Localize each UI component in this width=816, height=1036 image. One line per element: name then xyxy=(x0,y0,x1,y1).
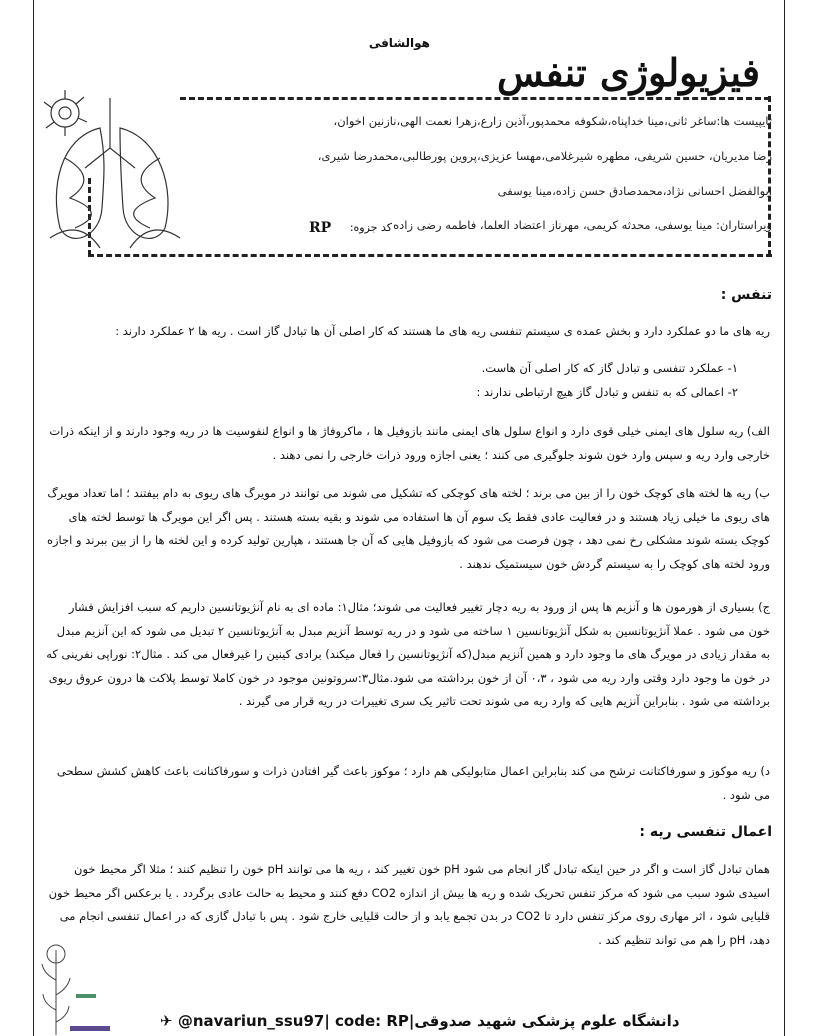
list-item-2: ۲- اعمالی که به تنفس و تبادل گاز هیچ ارتباطی ندارند : xyxy=(476,385,738,399)
paragraph-lung-functions: همان تبادل گاز است و اگر در حین اینکه تبادل گاز انجام می شود pH خون تغییر کند ، ریه ها می توانند pH خون را تنظیم کنند ؛ مثلا اگر محیط خون اسیدی شود سبب می شود که مرکز تنفس تحریک شده و ریه ها بیش از اندازه CO2 دفع کنند و محیط به حالت عادی برگردد . یا برعکس اگر محیط خون قلیایی شود ، اثر مهاری روی مرکز تنفس دارد تا CO2 در بدن تجمع یابد و از حالت قلیایی خارج شود . پس با تبادل گازی که در اعمال تنفسی انجام می دهد، pH را هم می تواند تنظیم کند . xyxy=(48,862,770,947)
footer xyxy=(160,1012,680,1030)
typists-line-1: تایپیست ها:ساغر ثانی،مینا خداپناه،شکوفه محمدپور،آذین زارع،زهرا نعمت الهی،نازنین اخوان، xyxy=(333,114,772,128)
paragraph-dal: د) ریه موکوز و سورفاکتانت ترشح می کند بنابراین اعمال متابولیکی هم دارد ؛ موکوز باعث گیر افتادن ذرات و سورفاکتانت باعث کاهش کشش سطحی می شود . xyxy=(56,764,770,802)
accent-bar-green xyxy=(76,994,96,998)
paragraph-jim: ج) بسیاری از هورمون ها و آنزیم ها پس از ورود به ریه دچار تغییر فعالیت می شوند؛ مثال۱: ماده ای به نام آنژیوتانسین داریم که سبب افزایش فشار خون می شود . عملا آنژیوتانسین به شکل آنژیوتانسین ۱ ساخته می شود و در ریه توسط آنزیم مبدل به آنژیوتانسین ۲ تبدیل می شود که این آنزیم مبدل به مقدار زیادی در مویرگ های ما وجود دارد و همین آنزیم مبدل(که آنژیوتانسین را فعال میکند) برادی کینین را غیرفعال می کند . مثال۲: نوراپی نفرینی که در خون ما وجود دارد وقتی وارد ریه می شود ، ۰،۳ آن از خون برداشته می شود.مثال۳:سروتونین موجود در خون کاملا توسط پلاکت ها درون عروق ریوی برداشته می شود . بنابراین آنزیم هایی که وارد ریه می شوند تحت تاثیر یک سری تغییرات در ریه قرار می گیرند . xyxy=(46,600,770,708)
header-subtitle: هوالشافی xyxy=(368,36,430,50)
flower-decoration xyxy=(38,940,74,1035)
footer-text: @navariun_ssu97| code: RP|دانشگاه علوم پزشکی شهید صدوقی xyxy=(177,1012,680,1030)
list-item-1: ۱- عملکرد تنفسی و تبادل گاز که کار اصلی آن هاست. xyxy=(481,361,738,375)
section-heading-respiration: تنفس : xyxy=(720,287,772,303)
document-title: فیزیولوژی تنفس xyxy=(496,50,760,95)
accent-bar-purple xyxy=(70,1026,110,1031)
typists-line-2: رضا مدیریان، حسین شریفی، مطهره شیرغلامی،مهسا عزیزی،پروین پورطالبی،محمدرضا شیری، xyxy=(317,149,772,163)
editors-line: ویراستاران: مینا یوسفی، محدثه کریمی، مهرناز اعتضاد العلما، فاطمه رضی زاده xyxy=(393,218,772,232)
code-label: کد جزوه: xyxy=(349,221,392,234)
header-divider-bottom xyxy=(88,254,772,257)
paragraph-be: ب) ریه ها لخته های کوچک خون را از بین می برند ؛ لخته های کوچکی که تشکیل می شوند می توانند در مویرگ های ریوی به دام بیفتند ؛ اما تعداد مویرگ های ریوی ما خیلی زیاد هستند و در فعالیت عادی فقط یک سوم آن ها استفاده می شوند و بقیه بسته هستند . پس اگر این مویرگ ها توسط لخته های کوچک بسته شوند مشکلی رخ نمی دهد ، چون فرصت می شود که بازوفیل هایی که آن جا هستند ، هپارین تولید کرده و این لخته ها را از بین ببرند و اجازه ورود لخته های کوچک را به سیستم گردش خون سیستمیک ندهند . xyxy=(46,486,770,571)
intro-paragraph: ریه های ما دو عملکرد دارد و بخش عمده ی سیستم تنفسی ریه های ما هستند که کار اصلی آن ها تبادل گاز است . ریه ها ۲ عملکرد دارند : xyxy=(115,324,770,338)
section-heading-lung-functions: اعمال تنفسی ریه : xyxy=(639,824,772,840)
paragraph-alef: الف) ریه سلول های ایمنی خیلی قوی دارد و انواع سلول های ایمنی مانند بازوفیل ها ، ماکروفاژ ها و انواع لنفوسیت ها در ریه وجود دارند و از اینکه ذرات خارجی وارد ریه و سپس وارد خون شوند جلوگیری می کنند ؛ یعنی اجازه ورود ذرات خارجی را نمی دهند . xyxy=(49,424,770,462)
telegram-icon: ✈ xyxy=(160,1012,173,1030)
typists-line-3: ابوالفضل احسانی نژاد،محمدصادق حسن زاده،مینا یوسفی xyxy=(497,184,772,198)
lungs-illustration xyxy=(40,88,190,253)
code-value: RP xyxy=(309,220,332,236)
header-divider-top xyxy=(180,97,770,100)
